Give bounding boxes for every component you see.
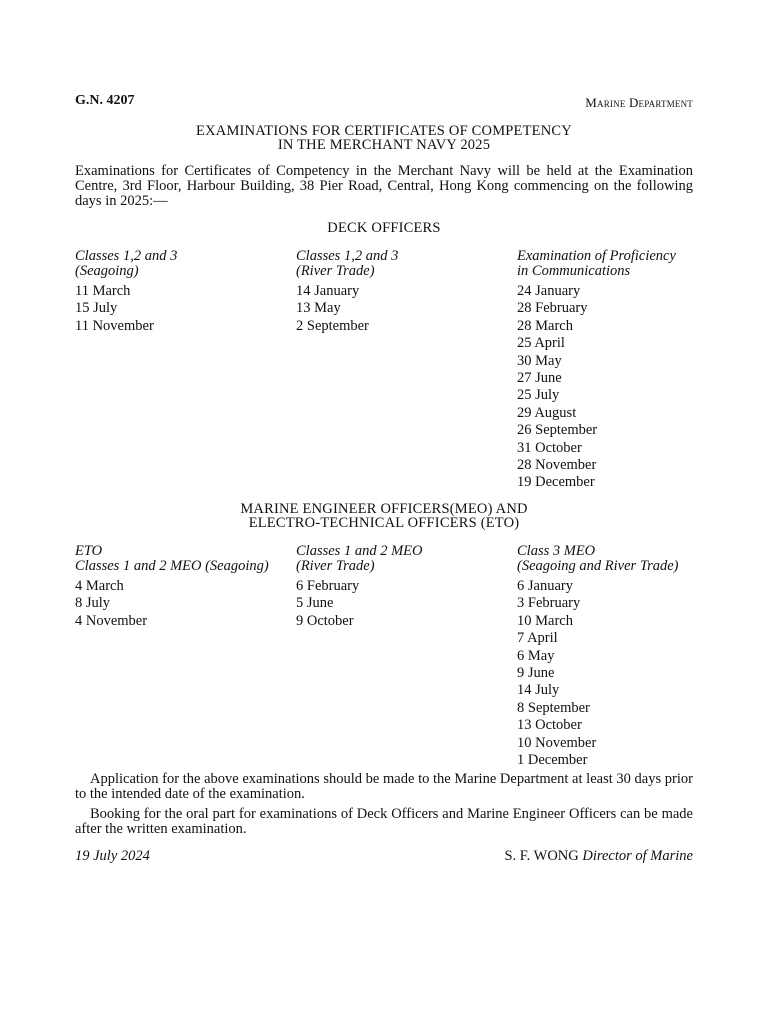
exam-date: 31 October (517, 439, 582, 456)
signature-block (504, 848, 693, 865)
engineer-column-class-3 (517, 544, 679, 769)
notice-title (75, 124, 693, 152)
exam-date: 1 December (517, 752, 588, 769)
exam-date: 7 April (517, 630, 558, 647)
exam-date: 4 March (75, 578, 124, 594)
notice-title-line-1: EXAMINATIONS FOR CERTIFICATES OF COMPETENCY (196, 123, 572, 139)
column-header: Classes 1 and 2 MEO (296, 543, 423, 559)
exam-date: 11 November (75, 317, 154, 334)
column-subheader: (River Trade) (296, 262, 375, 279)
notice-date: 19 July 2024 (75, 848, 150, 864)
column-header: Class 3 MEO (517, 543, 596, 559)
exam-date: 5 June (296, 595, 334, 612)
column-subheader: (Seagoing) (75, 262, 139, 279)
column-subheader: in Communications (517, 262, 631, 279)
engineer-column-river-trade (296, 544, 422, 630)
exam-date: 6 January (517, 578, 573, 594)
exam-date: 28 February (517, 300, 588, 317)
column-header: Classes 1,2 and 3 (296, 248, 399, 264)
date-list (296, 283, 398, 335)
column-header: ETO (75, 543, 103, 559)
exam-date: 25 April (517, 335, 565, 352)
notice-number: G.N. 4207 (75, 93, 135, 108)
booking-paragraph: Booking for the oral part for examinations of Deck Officers and Marine Engineer Officers can be made after the written examination. (75, 806, 693, 837)
exam-date: 8 July (75, 595, 111, 612)
exam-date: 6 February (296, 578, 360, 594)
deck-column-seagoing (75, 249, 177, 335)
exam-date: 25 July (517, 387, 560, 404)
exam-date: 9 June (517, 665, 555, 682)
engineer-column-eto-seagoing (75, 544, 269, 630)
exam-date: 15 July (75, 300, 118, 317)
notice-title-line-2: IN THE MERCHANT NAVY 2025 (277, 137, 491, 153)
exam-date: 26 September (517, 422, 598, 439)
exam-date: 29 August (517, 404, 577, 421)
date-list (75, 283, 177, 335)
exam-date: 4 November (75, 612, 148, 629)
department-name: Marine Department (585, 95, 693, 110)
deck-officers-heading: DECK OFFICERS (327, 220, 441, 236)
exam-date: 14 January (296, 283, 360, 299)
intro-paragraph: Examinations for Certificates of Competency in the Merchant Navy will be held at the Examination Centre, 3rd Floor, Harbour Building, 38 Pier Road, Central, Hong Kong commencing on the following days in 2025:— (75, 163, 693, 209)
exam-date: 10 March (517, 612, 573, 629)
exam-date: 28 November (517, 457, 597, 474)
column-header: Classes 1,2 and 3 (75, 248, 178, 264)
exam-date: 13 May (296, 300, 341, 317)
exam-date: 28 March (517, 317, 573, 334)
exam-date: 10 November (517, 734, 597, 751)
exam-date: 24 January (517, 283, 581, 299)
deck-column-communications (517, 249, 676, 492)
exam-date: 6 May (517, 647, 555, 664)
date-list (296, 578, 422, 630)
exam-date: 30 May (517, 352, 562, 369)
exam-date: 27 June (517, 370, 562, 387)
column-header: Examination of Proficiency (517, 248, 676, 264)
column-subheader: (River Trade) (296, 557, 375, 574)
signatory-title: Director of Marine (582, 848, 693, 864)
exam-date: 9 October (296, 612, 354, 629)
engineer-heading-line-2: ELECTRO-TECHNICAL OFFICERS (ETO) (248, 515, 520, 531)
exam-date: 19 December (517, 474, 595, 491)
exam-date: 11 March (75, 283, 131, 299)
engineer-heading-line-1: MARINE ENGINEER OFFICERS(MEO) AND (240, 501, 528, 517)
column-subheader: Classes 1 and 2 MEO (Seagoing) (75, 557, 269, 574)
deck-column-river-trade (296, 249, 398, 335)
date-list (517, 578, 679, 769)
exam-date: 8 September (517, 699, 590, 716)
application-paragraph: Application for the above examinations should be made to the Marine Department at least 30 days prior to the intended date of the examination. (75, 771, 693, 802)
column-subheader: (Seagoing and River Trade) (517, 557, 679, 574)
exam-date: 14 July (517, 682, 560, 699)
date-list (517, 283, 676, 492)
date-list (75, 578, 269, 630)
exam-date: 2 September (296, 317, 369, 334)
exam-date: 3 February (517, 595, 581, 612)
signatory-name: S. F. WONG (504, 848, 579, 864)
engineer-officers-heading (75, 502, 693, 530)
exam-date: 13 October (517, 717, 582, 734)
